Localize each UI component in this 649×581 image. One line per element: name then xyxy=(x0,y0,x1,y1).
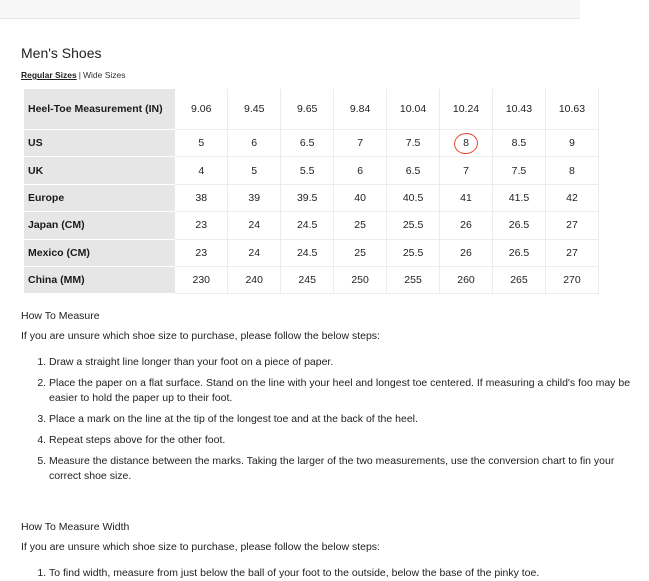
size-cell: 42 xyxy=(545,184,598,211)
size-cell: 265 xyxy=(493,266,546,293)
size-cell: 7.5 xyxy=(387,130,440,157)
size-cell: 6 xyxy=(228,130,281,157)
size-cell: 6.5 xyxy=(281,130,334,157)
size-type-tabs xyxy=(21,70,125,80)
size-cell: 8 xyxy=(545,157,598,184)
size-cell: 10.63 xyxy=(545,89,598,130)
size-cell: 40.5 xyxy=(387,184,440,211)
size-cell: 24 xyxy=(228,212,281,239)
size-row xyxy=(24,184,599,211)
size-cell: 41 xyxy=(440,184,493,211)
size-cell: 270 xyxy=(545,266,598,293)
size-cell: 6 xyxy=(334,157,387,184)
size-cell: 24.5 xyxy=(281,239,334,266)
measure-step: 5. Measure the distance between the marks. Taking the larger of the two measurements, use the conversion chart to fin your correct shoe size. xyxy=(49,454,649,484)
width-step: 1. To find width, measure from just below the ball of your foot to the outside, below the base of the pinky toe. xyxy=(49,566,649,581)
size-cell: 9.45 xyxy=(228,89,281,130)
size-cell: 25 xyxy=(334,239,387,266)
size-row xyxy=(24,89,599,130)
size-cell: 41.5 xyxy=(493,184,546,211)
size-cell: 23 xyxy=(175,212,227,239)
size-cell: 10.43 xyxy=(493,89,546,130)
size-cell: 9.06 xyxy=(175,89,227,130)
tab-regular-sizes[interactable]: Regular Sizes xyxy=(21,70,77,80)
how-to-measure-width-heading: How To Measure Width xyxy=(21,521,130,533)
row-header: Mexico (CM) xyxy=(24,239,175,266)
size-cell: 6.5 xyxy=(387,157,440,184)
measure-step: 3. Place a mark on the line at the tip of the longest toe and at the back of the heel. xyxy=(49,412,649,427)
size-row xyxy=(24,212,599,239)
size-chart-table xyxy=(24,89,599,294)
row-header: Japan (CM) xyxy=(24,212,175,239)
size-cell: 9.84 xyxy=(334,89,387,130)
size-cell: 9.65 xyxy=(281,89,334,130)
how-to-measure-steps xyxy=(21,355,649,484)
row-header: China (MM) xyxy=(24,266,175,293)
top-bar xyxy=(0,0,580,19)
size-cell: 230 xyxy=(175,266,227,293)
size-cell: 39 xyxy=(228,184,281,211)
page-title: Men's Shoes xyxy=(21,45,102,61)
size-cell: 7 xyxy=(440,157,493,184)
how-to-measure-intro: If you are unsure which shoe size to purchase, please follow the below steps: xyxy=(21,330,380,342)
size-cell: 27 xyxy=(545,212,598,239)
size-cell: 260 xyxy=(440,266,493,293)
size-row xyxy=(24,157,599,184)
how-to-measure-width-steps xyxy=(21,566,649,581)
tab-wide-sizes[interactable]: Wide Sizes xyxy=(82,70,126,80)
size-cell: 26.5 xyxy=(493,212,546,239)
size-cell: 26 xyxy=(440,239,493,266)
size-cell: 4 xyxy=(175,157,227,184)
size-cell: 26 xyxy=(440,212,493,239)
size-cell: 250 xyxy=(334,266,387,293)
size-cell: 25 xyxy=(334,212,387,239)
measure-step: 4. Repeat steps above for the other foot. xyxy=(49,433,649,448)
size-cell: 5.5 xyxy=(281,157,334,184)
size-cell: 7.5 xyxy=(493,157,546,184)
size-cell: 10.24 xyxy=(440,89,493,130)
row-header: UK xyxy=(24,157,175,184)
size-cell: 27 xyxy=(545,239,598,266)
size-cell: 8.5 xyxy=(493,130,546,157)
measure-step: 2. Place the paper on a flat surface. Stand on the line with your heel and longest toe centered. If measuring a child's foo may be easier to hold the paper up to their foot. xyxy=(49,376,649,406)
size-cell: 24.5 xyxy=(281,212,334,239)
size-cell: 5 xyxy=(175,130,227,157)
how-to-measure-heading: How To Measure xyxy=(21,310,100,322)
size-cell: 26.5 xyxy=(493,239,546,266)
size-cell: 255 xyxy=(387,266,440,293)
size-cell: 5 xyxy=(228,157,281,184)
size-row xyxy=(24,266,599,293)
size-cell: 23 xyxy=(175,239,227,266)
size-cell: 39.5 xyxy=(281,184,334,211)
size-cell: 240 xyxy=(228,266,281,293)
row-header: US xyxy=(24,130,175,157)
size-cell: 245 xyxy=(281,266,334,293)
size-cell: 9 xyxy=(545,130,598,157)
size-cell: 25.5 xyxy=(387,239,440,266)
row-header: Europe xyxy=(24,184,175,211)
size-cell: 7 xyxy=(334,130,387,157)
size-cell: 25.5 xyxy=(387,212,440,239)
size-cell: 10.04 xyxy=(387,89,440,130)
row-header: Heel-Toe Measurement (IN) xyxy=(24,89,175,130)
size-cell: 40 xyxy=(334,184,387,211)
size-cell: 24 xyxy=(228,239,281,266)
tab-separator: | xyxy=(78,70,81,80)
size-cell: 38 xyxy=(175,184,227,211)
size-cell: 8 xyxy=(440,130,493,157)
size-row xyxy=(24,130,599,157)
how-to-measure-width-intro: If you are unsure which shoe size to purchase, please follow the below steps: xyxy=(21,541,380,553)
measure-step: 1. Draw a straight line longer than your foot on a piece of paper. xyxy=(49,355,649,370)
size-row xyxy=(24,239,599,266)
